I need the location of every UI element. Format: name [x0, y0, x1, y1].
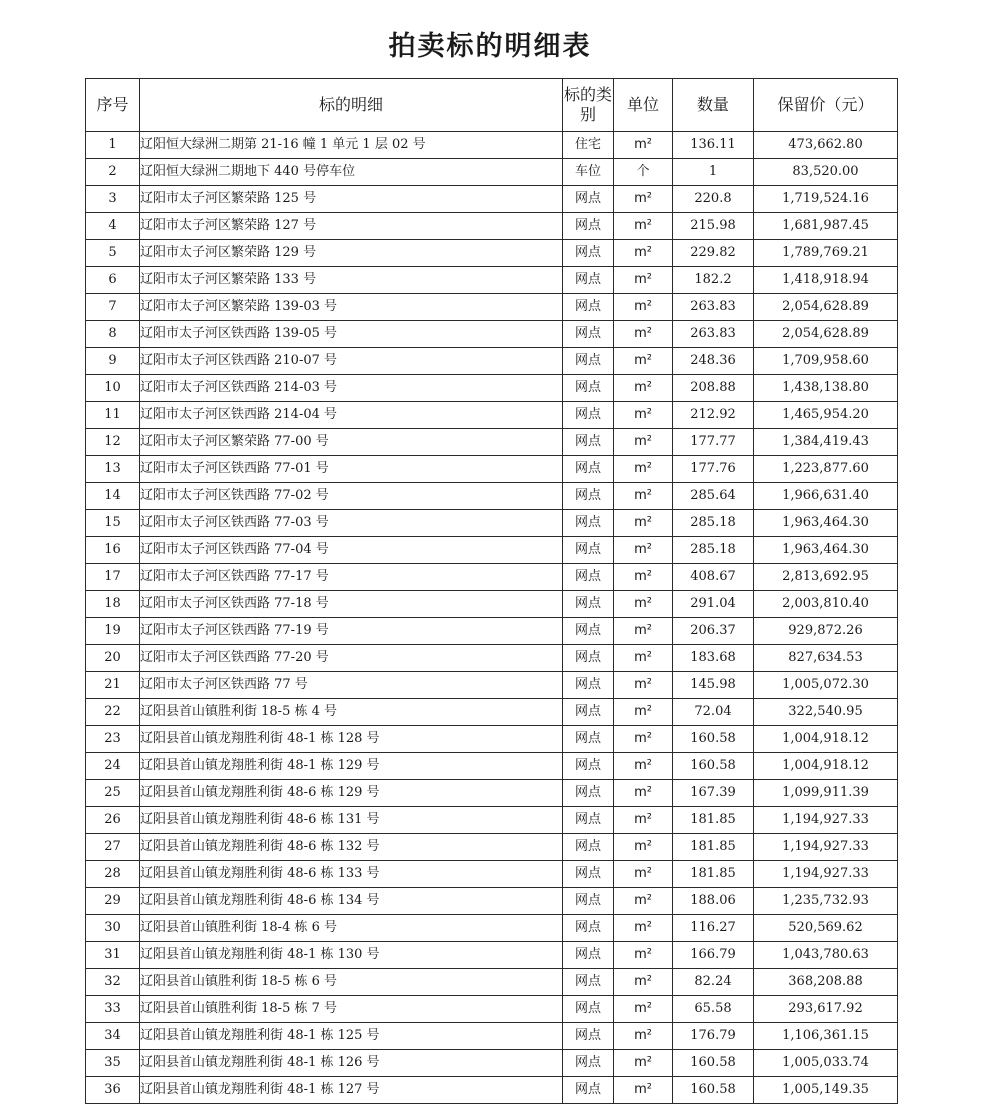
row-seq: 3 — [86, 186, 140, 213]
row-type: 网点 — [563, 618, 614, 645]
row-unit: m² — [614, 996, 673, 1023]
row-quantity: 220.8 — [673, 186, 754, 213]
table-row — [86, 564, 898, 591]
table-row — [86, 510, 898, 537]
row-description: 辽阳县首山镇胜利街 18-5 栋 7 号 — [140, 996, 563, 1023]
table-row — [86, 483, 898, 510]
table-row — [86, 996, 898, 1023]
table-row — [86, 132, 898, 159]
row-description: 辽阳市太子河区铁西路 210-07 号 — [140, 348, 563, 375]
row-type: 网点 — [563, 1023, 614, 1050]
row-type: 网点 — [563, 510, 614, 537]
table-row — [86, 375, 898, 402]
table-row — [86, 807, 898, 834]
row-type: 网点 — [563, 483, 614, 510]
row-unit: m² — [614, 240, 673, 267]
row-description: 辽阳市太子河区铁西路 77-02 号 — [140, 483, 563, 510]
row-type: 网点 — [563, 726, 614, 753]
row-unit: m² — [614, 402, 673, 429]
row-type: 网点 — [563, 186, 614, 213]
row-unit: m² — [614, 537, 673, 564]
row-unit: m² — [614, 618, 673, 645]
row-reserve-price: 83,520.00 — [754, 159, 898, 186]
row-unit: m² — [614, 942, 673, 969]
row-reserve-price: 1,438,138.80 — [754, 375, 898, 402]
row-seq: 34 — [86, 1023, 140, 1050]
row-seq: 6 — [86, 267, 140, 294]
row-quantity: 408.67 — [673, 564, 754, 591]
row-reserve-price: 2,813,692.95 — [754, 564, 898, 591]
row-unit: m² — [614, 1077, 673, 1104]
row-quantity: 182.2 — [673, 267, 754, 294]
row-type: 网点 — [563, 267, 614, 294]
row-type: 网点 — [563, 672, 614, 699]
document-title: 拍卖标的明细表 — [388, 31, 592, 63]
row-unit: m² — [614, 1023, 673, 1050]
row-description: 辽阳市太子河区繁荣路 133 号 — [140, 267, 563, 294]
row-quantity: 176.79 — [673, 1023, 754, 1050]
table-row — [86, 294, 898, 321]
row-seq: 28 — [86, 861, 140, 888]
row-unit: m² — [614, 321, 673, 348]
row-description: 辽阳恒大绿洲二期第 21-16 幢 1 单元 1 层 02 号 — [140, 132, 563, 159]
table-row — [86, 861, 898, 888]
row-type: 网点 — [563, 1077, 614, 1104]
row-seq: 18 — [86, 591, 140, 618]
row-type: 网点 — [563, 321, 614, 348]
row-quantity: 188.06 — [673, 888, 754, 915]
row-description: 辽阳县首山镇龙翔胜利街 48-1 栋 125 号 — [140, 1023, 563, 1050]
row-reserve-price: 1,106,361.15 — [754, 1023, 898, 1050]
row-quantity: 145.98 — [673, 672, 754, 699]
row-quantity: 212.92 — [673, 402, 754, 429]
row-unit: m² — [614, 456, 673, 483]
table-row — [86, 942, 898, 969]
row-unit: m² — [614, 186, 673, 213]
row-type: 网点 — [563, 564, 614, 591]
row-description: 辽阳县首山镇龙翔胜利街 48-6 栋 132 号 — [140, 834, 563, 861]
row-quantity: 181.85 — [673, 807, 754, 834]
row-reserve-price: 1,789,769.21 — [754, 240, 898, 267]
row-quantity: 291.04 — [673, 591, 754, 618]
row-description: 辽阳市太子河区繁荣路 139-03 号 — [140, 294, 563, 321]
table-row — [86, 969, 898, 996]
row-unit: m² — [614, 510, 673, 537]
row-quantity: 160.58 — [673, 1050, 754, 1077]
row-type: 网点 — [563, 915, 614, 942]
table-row — [86, 456, 898, 483]
row-reserve-price: 1,004,918.12 — [754, 753, 898, 780]
row-unit: m² — [614, 834, 673, 861]
table-row — [86, 267, 898, 294]
row-seq: 8 — [86, 321, 140, 348]
row-reserve-price: 322,540.95 — [754, 699, 898, 726]
row-unit: m² — [614, 753, 673, 780]
header-quantity: 数量 — [673, 79, 754, 132]
row-seq: 27 — [86, 834, 140, 861]
row-description: 辽阳市太子河区铁西路 77-17 号 — [140, 564, 563, 591]
row-unit: m² — [614, 915, 673, 942]
row-description: 辽阳市太子河区铁西路 77-04 号 — [140, 537, 563, 564]
row-quantity: 183.68 — [673, 645, 754, 672]
row-type: 网点 — [563, 375, 614, 402]
row-description: 辽阳县首山镇胜利街 18-4 栋 6 号 — [140, 915, 563, 942]
row-reserve-price: 929,872.26 — [754, 618, 898, 645]
row-type: 网点 — [563, 834, 614, 861]
row-seq: 29 — [86, 888, 140, 915]
row-unit: m² — [614, 1050, 673, 1077]
row-seq: 15 — [86, 510, 140, 537]
header-unit: 单位 — [614, 79, 673, 132]
row-reserve-price: 520,569.62 — [754, 915, 898, 942]
row-description: 辽阳县首山镇龙翔胜利街 48-6 栋 133 号 — [140, 861, 563, 888]
row-quantity: 136.11 — [673, 132, 754, 159]
row-reserve-price: 1,005,033.74 — [754, 1050, 898, 1077]
row-reserve-price: 1,418,918.94 — [754, 267, 898, 294]
row-seq: 7 — [86, 294, 140, 321]
row-quantity: 229.82 — [673, 240, 754, 267]
row-description: 辽阳县首山镇龙翔胜利街 48-1 栋 127 号 — [140, 1077, 563, 1104]
row-description: 辽阳县首山镇胜利街 18-5 栋 4 号 — [140, 699, 563, 726]
row-type: 网点 — [563, 213, 614, 240]
row-reserve-price: 827,634.53 — [754, 645, 898, 672]
row-quantity: 181.85 — [673, 861, 754, 888]
row-unit: m² — [614, 267, 673, 294]
row-description: 辽阳市太子河区铁西路 77 号 — [140, 672, 563, 699]
row-seq: 2 — [86, 159, 140, 186]
table-row — [86, 159, 898, 186]
table-row — [86, 591, 898, 618]
row-type: 车位 — [563, 159, 614, 186]
row-quantity: 181.85 — [673, 834, 754, 861]
row-unit: m² — [614, 429, 673, 456]
row-description: 辽阳县首山镇胜利街 18-5 栋 6 号 — [140, 969, 563, 996]
row-unit: m² — [614, 780, 673, 807]
row-unit: m² — [614, 375, 673, 402]
row-unit: m² — [614, 564, 673, 591]
row-seq: 20 — [86, 645, 140, 672]
row-type: 网点 — [563, 348, 614, 375]
table-row — [86, 1050, 898, 1077]
row-reserve-price: 1,719,524.16 — [754, 186, 898, 213]
table-row — [86, 240, 898, 267]
row-type: 网点 — [563, 591, 614, 618]
row-seq: 23 — [86, 726, 140, 753]
auction-items-table — [85, 78, 898, 1104]
row-type: 网点 — [563, 942, 614, 969]
table-row — [86, 1023, 898, 1050]
row-quantity: 160.58 — [673, 726, 754, 753]
table-row — [86, 348, 898, 375]
row-reserve-price: 1,099,911.39 — [754, 780, 898, 807]
table-row — [86, 726, 898, 753]
row-seq: 21 — [86, 672, 140, 699]
row-description: 辽阳县首山镇龙翔胜利街 48-6 栋 131 号 — [140, 807, 563, 834]
row-seq: 26 — [86, 807, 140, 834]
table-row — [86, 888, 898, 915]
row-quantity: 82.24 — [673, 969, 754, 996]
row-description: 辽阳市太子河区铁西路 77-20 号 — [140, 645, 563, 672]
row-description: 辽阳市太子河区铁西路 139-05 号 — [140, 321, 563, 348]
row-reserve-price: 293,617.92 — [754, 996, 898, 1023]
row-type: 网点 — [563, 456, 614, 483]
row-quantity: 72.04 — [673, 699, 754, 726]
row-reserve-price: 1,223,877.60 — [754, 456, 898, 483]
row-reserve-price: 1,005,072.30 — [754, 672, 898, 699]
row-unit: m² — [614, 807, 673, 834]
row-reserve-price: 2,054,628.89 — [754, 321, 898, 348]
row-quantity: 116.27 — [673, 915, 754, 942]
row-reserve-price: 1,004,918.12 — [754, 726, 898, 753]
row-quantity: 285.18 — [673, 510, 754, 537]
row-reserve-price: 1,194,927.33 — [754, 807, 898, 834]
table-row — [86, 402, 898, 429]
row-quantity: 167.39 — [673, 780, 754, 807]
row-description: 辽阳市太子河区铁西路 77-03 号 — [140, 510, 563, 537]
header-description: 标的明细 — [140, 79, 563, 132]
row-seq: 1 — [86, 132, 140, 159]
row-reserve-price: 2,054,628.89 — [754, 294, 898, 321]
row-reserve-price: 1,709,958.60 — [754, 348, 898, 375]
row-type: 网点 — [563, 240, 614, 267]
table-row — [86, 645, 898, 672]
row-description: 辽阳县首山镇龙翔胜利街 48-6 栋 134 号 — [140, 888, 563, 915]
row-reserve-price: 1,465,954.20 — [754, 402, 898, 429]
row-description: 辽阳市太子河区铁西路 214-03 号 — [140, 375, 563, 402]
row-description: 辽阳市太子河区铁西路 77-19 号 — [140, 618, 563, 645]
row-seq: 14 — [86, 483, 140, 510]
table-row — [86, 672, 898, 699]
row-quantity: 263.83 — [673, 321, 754, 348]
row-type: 网点 — [563, 1050, 614, 1077]
table-row — [86, 321, 898, 348]
row-description: 辽阳市太子河区铁西路 77-18 号 — [140, 591, 563, 618]
table-row — [86, 213, 898, 240]
row-seq: 30 — [86, 915, 140, 942]
row-seq: 33 — [86, 996, 140, 1023]
row-unit: m² — [614, 888, 673, 915]
row-unit: m² — [614, 213, 673, 240]
table-row — [86, 429, 898, 456]
row-seq: 10 — [86, 375, 140, 402]
row-unit: m² — [614, 483, 673, 510]
table-row — [86, 780, 898, 807]
row-unit: m² — [614, 132, 673, 159]
row-unit: m² — [614, 699, 673, 726]
table-row — [86, 753, 898, 780]
row-type: 网点 — [563, 537, 614, 564]
row-description: 辽阳县首山镇龙翔胜利街 48-1 栋 130 号 — [140, 942, 563, 969]
row-seq: 19 — [86, 618, 140, 645]
row-type: 网点 — [563, 969, 614, 996]
row-seq: 9 — [86, 348, 140, 375]
row-quantity: 248.36 — [673, 348, 754, 375]
row-unit: m² — [614, 348, 673, 375]
row-description: 辽阳市太子河区繁荣路 129 号 — [140, 240, 563, 267]
row-description: 辽阳市太子河区繁荣路 77-00 号 — [140, 429, 563, 456]
row-description: 辽阳县首山镇龙翔胜利街 48-1 栋 128 号 — [140, 726, 563, 753]
row-description: 辽阳县首山镇龙翔胜利街 48-1 栋 126 号 — [140, 1050, 563, 1077]
row-unit: m² — [614, 294, 673, 321]
row-description: 辽阳县首山镇龙翔胜利街 48-6 栋 129 号 — [140, 780, 563, 807]
row-description: 辽阳市太子河区繁荣路 127 号 — [140, 213, 563, 240]
row-seq: 32 — [86, 969, 140, 996]
table-header-row — [86, 79, 898, 132]
row-quantity: 160.58 — [673, 1077, 754, 1104]
row-unit: m² — [614, 645, 673, 672]
row-seq: 25 — [86, 780, 140, 807]
row-seq: 4 — [86, 213, 140, 240]
row-quantity: 166.79 — [673, 942, 754, 969]
row-quantity: 1 — [673, 159, 754, 186]
row-seq: 35 — [86, 1050, 140, 1077]
row-quantity: 65.58 — [673, 996, 754, 1023]
row-quantity: 285.64 — [673, 483, 754, 510]
row-type: 网点 — [563, 807, 614, 834]
row-unit: 个 — [614, 159, 673, 186]
row-type: 网点 — [563, 645, 614, 672]
table-body — [86, 132, 898, 1104]
row-seq: 17 — [86, 564, 140, 591]
row-description: 辽阳恒大绿洲二期地下 440 号停车位 — [140, 159, 563, 186]
row-type: 住宅 — [563, 132, 614, 159]
row-reserve-price: 1,043,780.63 — [754, 942, 898, 969]
header-reserve-price: 保留价（元） — [754, 79, 898, 132]
row-seq: 24 — [86, 753, 140, 780]
row-reserve-price: 1,235,732.93 — [754, 888, 898, 915]
row-reserve-price: 368,208.88 — [754, 969, 898, 996]
row-unit: m² — [614, 726, 673, 753]
row-quantity: 206.37 — [673, 618, 754, 645]
row-seq: 5 — [86, 240, 140, 267]
row-description: 辽阳县首山镇龙翔胜利街 48-1 栋 129 号 — [140, 753, 563, 780]
row-quantity: 160.58 — [673, 753, 754, 780]
row-type: 网点 — [563, 753, 614, 780]
row-type: 网点 — [563, 429, 614, 456]
row-seq: 13 — [86, 456, 140, 483]
row-unit: m² — [614, 672, 673, 699]
header-type: 标的类别 — [563, 79, 614, 132]
table-row — [86, 1077, 898, 1104]
row-seq: 31 — [86, 942, 140, 969]
table-row — [86, 186, 898, 213]
row-reserve-price: 473,662.80 — [754, 132, 898, 159]
row-reserve-price: 1,966,631.40 — [754, 483, 898, 510]
row-reserve-price: 1,963,464.30 — [754, 510, 898, 537]
table-row — [86, 618, 898, 645]
row-unit: m² — [614, 861, 673, 888]
row-type: 网点 — [563, 294, 614, 321]
row-reserve-price: 2,003,810.40 — [754, 591, 898, 618]
row-reserve-price: 1,384,419.43 — [754, 429, 898, 456]
row-type: 网点 — [563, 888, 614, 915]
row-type: 网点 — [563, 780, 614, 807]
row-quantity: 215.98 — [673, 213, 754, 240]
row-type: 网点 — [563, 402, 614, 429]
table-row — [86, 699, 898, 726]
row-seq: 12 — [86, 429, 140, 456]
row-seq: 22 — [86, 699, 140, 726]
row-type: 网点 — [563, 861, 614, 888]
row-quantity: 208.88 — [673, 375, 754, 402]
row-unit: m² — [614, 591, 673, 618]
row-reserve-price: 1,005,149.35 — [754, 1077, 898, 1104]
header-seq: 序号 — [86, 79, 140, 132]
row-quantity: 177.77 — [673, 429, 754, 456]
row-quantity: 263.83 — [673, 294, 754, 321]
row-type: 网点 — [563, 996, 614, 1023]
row-reserve-price: 1,681,987.45 — [754, 213, 898, 240]
row-reserve-price: 1,194,927.33 — [754, 861, 898, 888]
row-description: 辽阳市太子河区繁荣路 125 号 — [140, 186, 563, 213]
row-quantity: 285.18 — [673, 537, 754, 564]
row-seq: 36 — [86, 1077, 140, 1104]
row-unit: m² — [614, 969, 673, 996]
table-row — [86, 537, 898, 564]
table-row — [86, 834, 898, 861]
row-type: 网点 — [563, 699, 614, 726]
row-reserve-price: 1,963,464.30 — [754, 537, 898, 564]
row-description: 辽阳市太子河区铁西路 77-01 号 — [140, 456, 563, 483]
row-reserve-price: 1,194,927.33 — [754, 834, 898, 861]
row-description: 辽阳市太子河区铁西路 214-04 号 — [140, 402, 563, 429]
row-seq: 16 — [86, 537, 140, 564]
row-quantity: 177.76 — [673, 456, 754, 483]
row-seq: 11 — [86, 402, 140, 429]
table-row — [86, 915, 898, 942]
